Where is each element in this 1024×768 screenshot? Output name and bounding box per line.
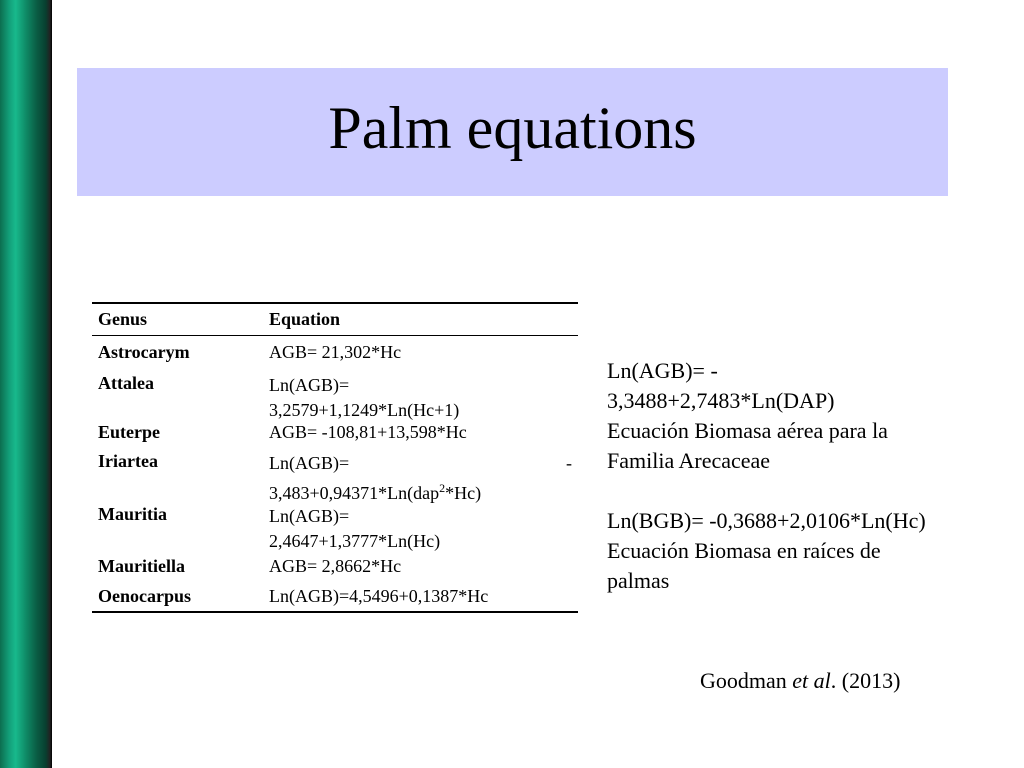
agb-equation-line: Ln(AGB)= - bbox=[607, 358, 718, 383]
equation-cell bbox=[269, 451, 578, 506]
citation bbox=[700, 666, 900, 696]
bgb-equation: Ln(BGB)= -0,3688+2,0106*Ln(Hc) bbox=[607, 508, 926, 533]
bgb-description: palmas bbox=[607, 568, 670, 593]
equation-line: Ln(AGB)= bbox=[269, 375, 350, 395]
equation-cell: AGB= 21,302*Hc bbox=[269, 341, 402, 362]
agb-equation-line: 3,3488+2,7483*Ln(DAP) bbox=[607, 388, 835, 413]
table-row bbox=[92, 446, 578, 504]
table-row bbox=[92, 368, 578, 422]
table-row bbox=[92, 422, 578, 446]
table-header-row bbox=[92, 304, 578, 336]
genus-cell: Iriartea bbox=[98, 451, 158, 471]
equation-cell bbox=[269, 504, 578, 554]
equation-notes bbox=[607, 356, 1007, 596]
citation-author: Goodman bbox=[700, 668, 787, 693]
equation-line: Ln(AGB)= bbox=[269, 453, 350, 473]
table-row bbox=[92, 556, 578, 582]
header-equation: Equation bbox=[269, 309, 341, 329]
citation-etal: et al bbox=[792, 668, 831, 693]
equation-line: 3,2579+1,1249*Ln(Hc+1) bbox=[269, 400, 460, 420]
agb-description: Ecuación Biomasa aérea para la bbox=[607, 418, 888, 443]
equation-continuation-dash: - bbox=[566, 453, 572, 473]
decorative-side-bar bbox=[0, 0, 52, 768]
genus-cell: Oenocarpus bbox=[98, 586, 192, 606]
equation-cell: AGB= -108,81+13,598*Hc bbox=[269, 422, 467, 442]
agb-description: Familia Arecaceae bbox=[607, 448, 771, 473]
header-genus: Genus bbox=[98, 309, 148, 329]
genus-cell: Euterpe bbox=[98, 422, 160, 442]
equation-line: 2,4647+1,3777*Ln(Hc) bbox=[269, 531, 441, 551]
genus-cell: Astrocarym bbox=[98, 341, 190, 362]
palm-equations-table bbox=[92, 302, 578, 613]
bgb-description: Ecuación Biomasa en raíces de bbox=[607, 538, 881, 563]
citation-year: . (2013) bbox=[830, 668, 901, 693]
equation-line: Ln(AGB)= bbox=[269, 506, 350, 526]
equation-line: 3,483+0,94371*Ln(dap$^2$*Hc) bbox=[269, 481, 482, 503]
equation-cell bbox=[269, 373, 578, 423]
table-row bbox=[92, 582, 578, 611]
genus-cell: Mauritia bbox=[98, 504, 167, 524]
slide-title: Palm equations bbox=[328, 95, 697, 161]
table-row bbox=[92, 336, 578, 368]
genus-cell: Attalea bbox=[98, 373, 154, 393]
equation-cell: Ln(AGB)=4,5496+0,1387*Hc bbox=[269, 586, 489, 606]
title-banner bbox=[77, 68, 948, 196]
genus-cell: Mauritiella bbox=[98, 556, 185, 576]
equation-cell: AGB= 2,8662*Hc bbox=[269, 556, 402, 576]
table-row bbox=[92, 504, 578, 556]
